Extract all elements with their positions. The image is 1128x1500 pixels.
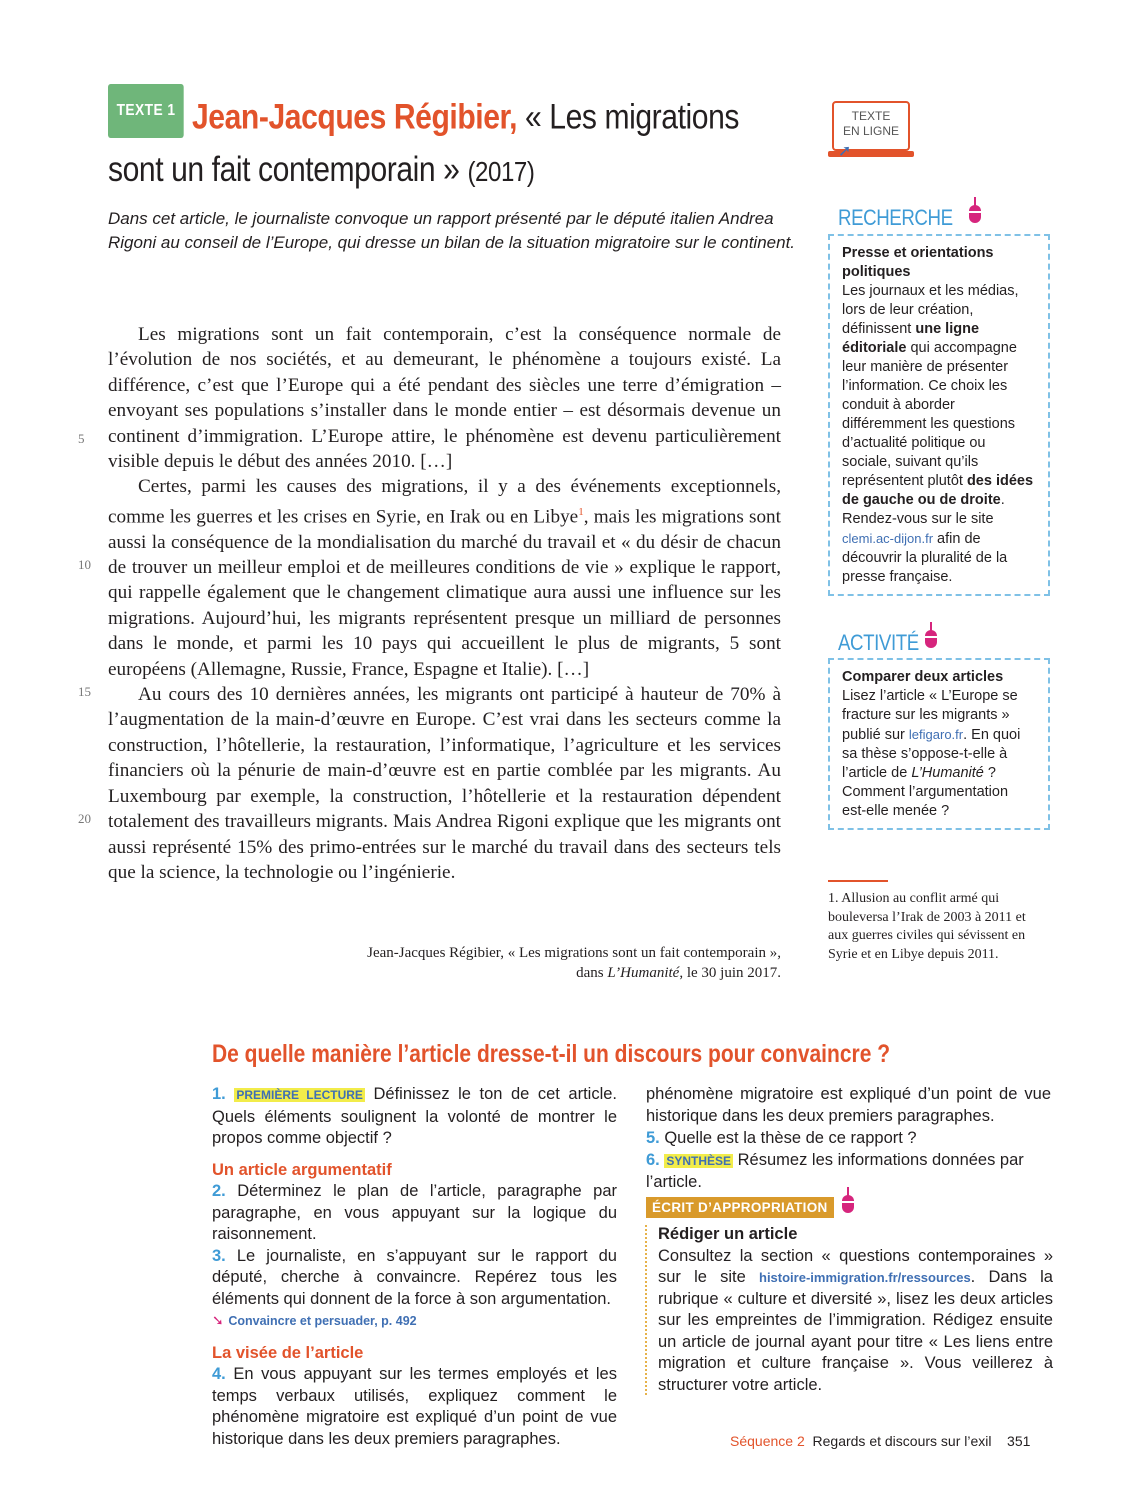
page-footer [730,1433,1030,1449]
question-text: Déterminez le plan de l’article, paragraphe par paragraphe, en vous appuyant sur la logique du raisonnement. [212,1182,617,1243]
ecrit-header [646,1197,854,1218]
source-date: , le 30 juin 2017. [679,965,781,981]
recherche-text-1: Les journaux et les médias, lors de leur création, définissent [842,283,1019,337]
paragraph-3: Au cours des 10 dernières années, les migrants ont participé à hauteur de 70% à l’augmentation de la main-d’œuvre en Europe. C’est vrai dans les secteurs comme la construction, l’hôtellerie, la restauration, l’informatique, l’agriculture et les services financiers où la pénurie de main-d’œuvre est en partie comblée par les migrants. Au Luxembourg par exemple, la construction, l’hôtellerie et la restauration dépendent totalement des travailleurs migrants. Mais Andrea Rigoni explique que les migrants ont aussi représenté 15% des primo-entrées sur le marché du travail dans des secteurs tels que la science, la technologie ou l’ingénierie. [108,684,781,883]
introduction: Dans cet article, le journaliste convoque un rapport présenté par le député italien Andrea Rigoni au conseil de l’Europe, qui dresse un bilan de la situation migratoire sur le continent. [108,209,796,252]
source-line-2 [250,963,781,983]
recherche-bold-2: des idées de gauche ou de droite [842,473,1034,508]
text-number-badge: TEXTE 1 [108,84,184,138]
question-text: En vous appuyant sur les termes employés et les temps verbaux utilisés, expliquez comment le phénomène migratoire est expliqué d’un point de vue historique dans les deux premiers paragraphes. [212,1365,617,1448]
mouse-icon [925,630,937,648]
question-4-continuation [646,1084,1051,1127]
recherche-text-3: . Rendez-vous sur le site [842,492,1005,527]
question-1 [212,1084,617,1150]
decorative-wavy-line [645,1225,653,1395]
footer-sequence: Séquence 2 [730,1433,805,1449]
question-3 [212,1246,617,1311]
question-4-tail: phénomène migratoire est expliqué d’un point de vue historique dans les deux premiers paragraphes. [646,1085,1051,1125]
page-number: 351 [1007,1433,1031,1449]
activite-text [842,687,1036,821]
question-2 [212,1181,617,1246]
question-4 [212,1364,617,1448]
recherche-text [842,282,1036,587]
ecrit-title: Rédiger un article [658,1225,798,1243]
question-text: Définissez le ton de cet article. Quels éléments soulignent la volonté de montrer le propos comme objectif ? [212,1085,618,1147]
question-5 [646,1128,1056,1150]
online-label-2: EN LIGNE [842,124,899,138]
ecrit-text-1: Consultez la section « questions contemporaines » sur le site [658,1246,1053,1286]
activite-header [838,630,937,656]
questions-left-column [212,1084,618,1448]
online-label-1: TEXTE [851,109,891,123]
paragraph-2-part-a: Certes, parmi les causes des migrations, il y a des événements exceptionnels, comme les guerres et les crises en Syrie, en Irak ou en Libye [108,476,781,528]
question-text: Résumez les informations données par l’article. [646,1150,1024,1191]
source-journal: L’Humanité [607,965,680,981]
recherche-bold-1: une ligne éditoriale [842,321,980,356]
recherche-title: Presse et orientations politiques [842,245,994,280]
source-line-1: Jean-Jacques Régibier, « Les migrations sont un fait contemporain », [367,945,781,961]
recherche-text-4: afin de découvrir la pluralité de la presse française. [842,531,1008,585]
ecrit-text [658,1246,1053,1397]
ecrit-text-2: . Dans la rubrique « culture et diversité », lisez les deux articles sur les empreintes de l’immigration. Rédigez ensuite un article de journal ayant pour titre « Les liens entre migration et culture française ». Vous veillerez à structurer votre article. [658,1268,1053,1394]
question-6 [646,1150,1056,1194]
mouse-icon [969,205,981,223]
questions-right-column [646,1128,1056,1194]
question-number: 6. [646,1150,660,1169]
question-text: Le journaliste, en s’appuyant sur le rapport du député, cherche à convaincre. Repérez tous les éléments qui donnent de la force à son argumentation. [212,1246,617,1308]
subhead-visee: La visée de l’article [212,1343,364,1362]
arrow-icon: ➘ [212,1312,224,1328]
paragraph-2 [108,474,781,682]
recherche-box [828,234,1050,596]
activite-heading: ACTIVITÉ [838,630,919,655]
recherche-header [838,205,981,231]
recherche-heading: RECHERCHE [838,205,953,230]
questions-title: De quelle manière l’article dresse-t-il un discours pour convaincre ? [212,1040,891,1068]
subhead-argumentatif: Un article argumentatif [212,1160,392,1179]
recherche-text-2: qui accompagne leur manière de présenter l’information. Ce choix les conduit à aborder différemment les questions d’actualité politique ou sociale, suivant qu’ils représentent plutôt [842,340,1017,489]
article-body [108,322,781,885]
ecrit-badge: ÉCRIT D’APPROPRIATION [646,1197,834,1218]
title-line-1: « Les migrations [525,97,740,137]
question-text: Quelle est la thèse de ce rapport ? [659,1129,917,1147]
footnote-marker[interactable]: 1 [578,505,584,518]
reference-text: Convaincre et persuader, p. 492 [228,1314,417,1328]
title-year: (2017) [467,156,535,187]
author-name: Jean-Jacques Régibier, [191,97,518,137]
question-number: 4. [212,1365,226,1383]
source-citation [250,943,781,983]
clemi-link[interactable]: clemi.ac-dijon.fr [842,531,934,546]
activite-title: Comparer deux articles [842,669,1004,685]
question-4-overflow [646,1041,1051,1127]
question-number: 1. [212,1085,226,1103]
question-number: 5. [646,1129,660,1147]
activite-journal: L’Humanité [911,765,984,781]
lefigaro-link[interactable]: lefigaro.fr [908,727,964,742]
paragraph-2-part-b: , mais les migrations sont aussi la conséquence de la mondialisation du marché du travail et « du désir de chacun de trouver un meilleur emploi et de meilleures conditions de vie » explique le rapport, qui rappelle également que le changement climatique aura aussi une influence sur les migrations. Aujourd’hui, les migrants représentent presque un milliard de personnes dans le monde, et parmi les 10 pays qui accueillent le plus de migrants, 5 sont européens (Allemagne, Russie, France, Espagne et Italie). […] [108,506,781,680]
activite-text-1: Lisez l’article « L’Europe se fracture sur les migrants » publié sur [842,688,1018,743]
question-number: 2. [212,1182,226,1200]
footnote: 1. Allusion au conflit armé qui bouleversa l’Irak de 2003 à 2011 et aux guerres civiles qui sévissent en Syrie et en Libye depuis 2011. [828,891,1026,962]
ecrit-content [658,1224,1053,1396]
activite-box [828,658,1050,830]
line-number: 20 [78,811,91,826]
synthese-tag: SYNTHÈSE [666,1153,732,1168]
source-prefix: dans [576,965,608,981]
activite-text-3: ? Comment l’argumentation est-elle menée ? [842,765,1009,819]
cursor-arrow-icon: ➚ [838,143,852,160]
premiere-lecture-tag: PREMIÈRE LECTURE [236,1088,363,1102]
mouse-icon [842,1195,854,1213]
histoire-immigration-link[interactable]: histoire-immigration.fr/ressources [759,1270,971,1285]
title-line-2: sont un fait contemporain » [108,150,460,189]
paragraph-1: Les migrations sont un fait contemporain, c’est la conséquence normale de l’évolution de nos sociétés, et au demeurant, le phénomène a toujours existé. La différence, c’est que l’Europe qui a été pendant des siècles une terre d’émigration – envoyant ses populations s’installer dans le monde entier – est désormais devenue un continent d’immigration. L’Europe attire, le phénomène est devenu particulièrement visible depuis le début des années 2010. […] [108,324,781,473]
line-number: 15 [78,684,91,699]
footnote-divider [828,880,888,882]
footer-section: Regards et discours sur l’exil [812,1433,992,1449]
activite-text-2: . En quoi sa thèse s’oppose-t-elle à l’article de [842,727,1021,781]
text-title [108,92,796,196]
line-number: 10 [78,557,91,572]
line-number: 5 [78,431,85,446]
question-number: 3. [212,1246,226,1265]
reference-link[interactable] [212,1310,617,1333]
